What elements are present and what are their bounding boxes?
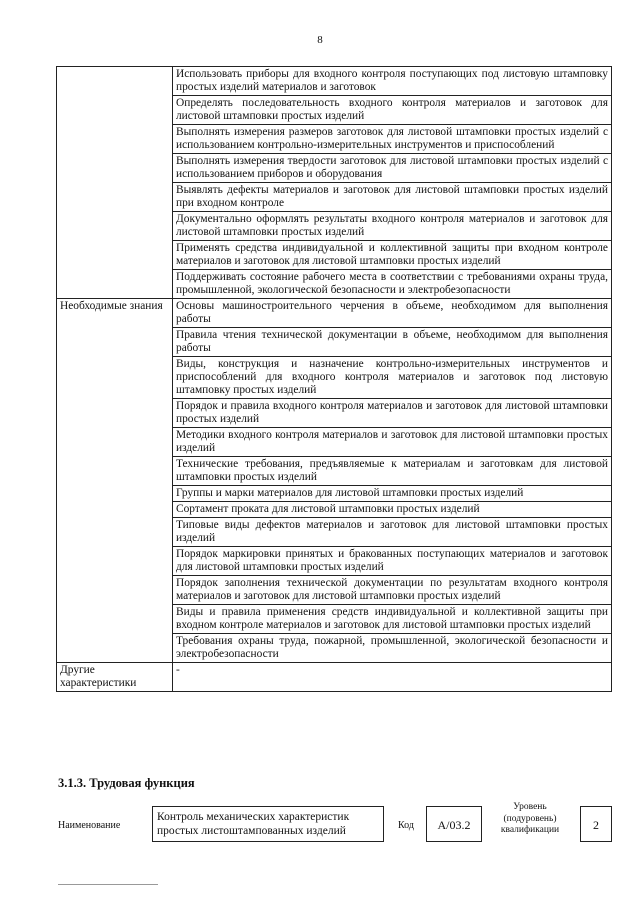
labor-function-row	[58, 802, 614, 846]
knowledge-item: Сортамент проката для листовой штамповки простых изделий	[173, 502, 612, 518]
table-row	[57, 299, 612, 328]
level-value: 2	[580, 806, 612, 842]
skills-label-cell	[57, 67, 173, 299]
skill-item: Документально оформлять результаты входного контроля материалов и заготовок для листовой штамповки простых изделий	[173, 212, 612, 241]
knowledge-item: Порядок и правила входного контроля материалов и заготовок для листовой штамповки простых изделий	[173, 399, 612, 428]
footer-divider	[58, 884, 158, 885]
knowledge-item: Порядок заполнения технической документации по результатам входного контроля материалов и заготовок для листовой штамповки простых изделий	[173, 576, 612, 605]
skill-item: Выполнять измерения размеров заготовок для листовой штамповки простых изделий с использованием контрольно-измерительных инструментов и приспособлений	[173, 125, 612, 154]
skill-item: Поддерживать состояние рабочего места в соответствии с требованиями охраны труда, промышленной, экологической безопасности и электробезопасности	[173, 270, 612, 299]
knowledge-item: Виды, конструкция и назначение контрольно-измерительных инструментов и приспособлений для входного контроля материалов и заготовок под листовую штамповку простых изделий	[173, 357, 612, 399]
code-label: Код	[398, 820, 414, 831]
other-label: Другие характеристики	[57, 663, 173, 692]
section-title: 3.1.3. Трудовая функция	[58, 776, 195, 790]
level-label: Уровень (подуровень) квалификации	[500, 802, 560, 835]
knowledge-item: Основы машиностроительного черчения в объеме, необходимом для выполнения работы	[173, 299, 612, 328]
skill-item: Использовать приборы для входного контроля поступающих под листовую штамповку простых изделий материалов и заготовок	[173, 67, 612, 96]
table-row	[57, 67, 612, 96]
knowledge-label: Необходимые знания	[57, 299, 173, 663]
name-label: Наименование	[58, 820, 121, 831]
knowledge-item: Требования охраны труда, пожарной, промышленной, экологической безопасности и электробезопасности	[173, 634, 612, 663]
knowledge-item: Типовые виды дефектов материалов и заготовок для листовой штамповки простых изделий	[173, 518, 612, 547]
page-number: 8	[317, 34, 323, 46]
name-value: Контроль механических характеристик простых листоштампованных изделий	[152, 806, 384, 842]
code-value: A/03.2	[426, 806, 482, 842]
table-row	[57, 663, 612, 692]
skill-item: Определять последовательность входного контроля материалов и заготовок для листовой штамповки простых изделий	[173, 96, 612, 125]
knowledge-item: Правила чтения технической документации в объеме, необходимом для выполнения работы	[173, 328, 612, 357]
knowledge-item: Виды и правила применения средств индивидуальной и коллективной защиты при входном контроле материалов и заготовок для листовой штамповки простых изделий	[173, 605, 612, 634]
knowledge-item: Группы и марки материалов для листовой штамповки простых изделий	[173, 486, 612, 502]
skill-item: Выявлять дефекты материалов и заготовок для листовой штамповки простых изделий при входном контроле	[173, 183, 612, 212]
knowledge-item: Технические требования, предъявляемые к материалам и заготовкам для листовой штамповки простых изделий	[173, 457, 612, 486]
requirements-table	[56, 66, 612, 692]
other-value: -	[173, 663, 612, 692]
skill-item: Применять средства индивидуальной и коллективной защиты при входном контроле материалов и заготовок для листовой штамповки простых изделий	[173, 241, 612, 270]
skill-item: Выполнять измерения твердости заготовок для листовой штамповки простых изделий с использованием приборов и оборудования	[173, 154, 612, 183]
knowledge-item: Методики входного контроля материалов и заготовок для листовой штамповки простых изделий	[173, 428, 612, 457]
knowledge-item: Порядок маркировки принятых и бракованных поступающих материалов и заготовок для листовой штамповки простых изделий	[173, 547, 612, 576]
